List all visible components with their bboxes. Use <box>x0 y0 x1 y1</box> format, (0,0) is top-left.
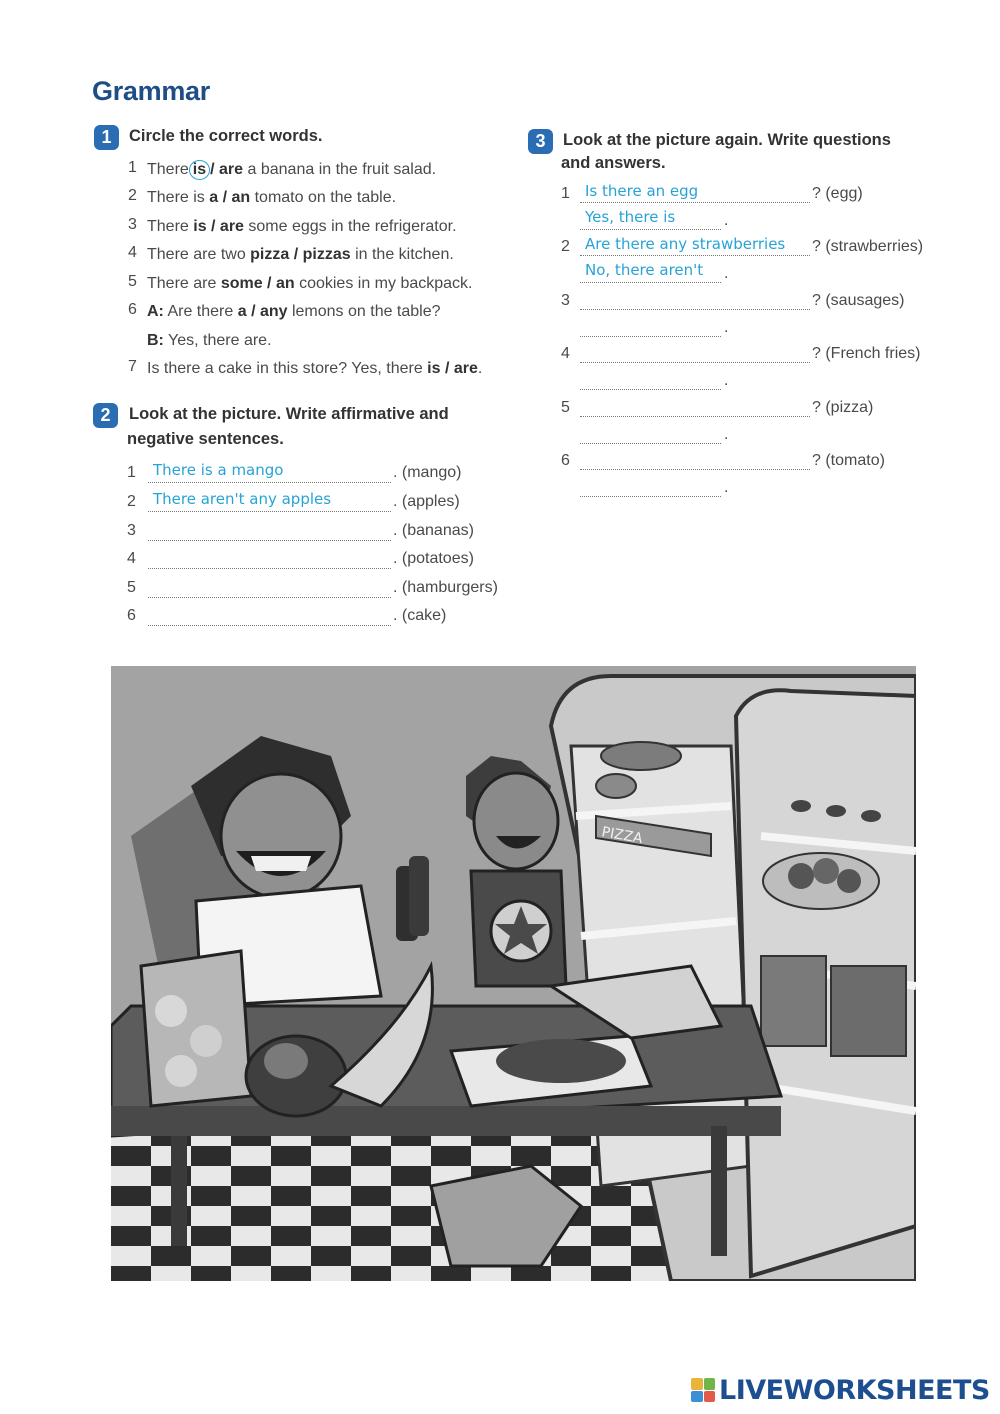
question-line <box>580 202 810 203</box>
exercise-1-item-number: 3 <box>128 216 137 233</box>
sentence-input[interactable]: There is a mango <box>153 461 284 479</box>
exercise-1-item-number: 5 <box>128 273 137 290</box>
short-answer-line <box>580 336 721 337</box>
liveworksheets-brand <box>691 1374 990 1406</box>
word-hint: ? (egg) <box>812 185 863 202</box>
short-answer-line <box>580 389 721 390</box>
short-answer-input[interactable]: Yes, there is <box>585 208 676 226</box>
exercise-1-item <box>147 358 482 380</box>
circled-answer[interactable]: is <box>189 160 210 180</box>
exercise-1-instruction: Circle the correct words. <box>129 127 323 145</box>
sentence-input[interactable] <box>153 519 389 540</box>
question-line <box>580 362 810 363</box>
exercise-3-instruction-line2: and answers. <box>561 154 666 172</box>
full-stop: . <box>724 426 729 443</box>
sentence-end: lemons on the table? <box>287 303 441 320</box>
question-input[interactable] <box>585 396 807 416</box>
sentence-end: tomato on the table. <box>250 189 397 206</box>
exercise-1-item <box>147 244 454 266</box>
question-input[interactable] <box>585 449 807 469</box>
word-hint: . (apples) <box>393 493 460 510</box>
brand-name: LIVEWORKSHEETS <box>719 1374 990 1406</box>
exercise-1-item-number: 6 <box>128 301 137 318</box>
sentence-start: Is there a cake in this store? Yes, there <box>147 360 428 377</box>
full-stop: . <box>724 372 729 389</box>
exercise-3-badge: 3 <box>528 129 553 154</box>
exercise-2-instruction-line1: Look at the picture. Write affirmative and <box>129 405 449 423</box>
exercise-2-item-number: 1 <box>127 464 136 481</box>
speaker-label: B: <box>147 332 164 349</box>
question-input[interactable]: Are there any strawberries <box>585 235 786 253</box>
short-answer-line <box>580 282 721 283</box>
sentence-end: some eggs in the refrigerator. <box>243 218 457 235</box>
exercise-1-item-number: 2 <box>128 187 137 204</box>
short-answer-input[interactable] <box>585 422 719 442</box>
sentence-input[interactable] <box>153 604 389 625</box>
exercise-1-item <box>147 216 457 238</box>
exercise-2-item-number: 5 <box>127 579 136 596</box>
exercise-2-instruction-line2: negative sentences. <box>127 430 284 448</box>
exercise-2-item-number: 2 <box>127 493 136 510</box>
answer-line <box>148 511 391 512</box>
short-answer-line <box>580 496 721 497</box>
sentence-start: There is <box>147 189 210 206</box>
word-hint: ? (strawberries) <box>812 238 924 255</box>
sentence-input[interactable] <box>153 576 389 597</box>
word-options[interactable]: a / any <box>237 303 288 320</box>
sentence-start: There are <box>147 275 221 292</box>
word-hint: . (potatoes) <box>393 550 474 567</box>
answer-line <box>148 540 391 541</box>
answer-line <box>148 482 391 483</box>
question-input[interactable] <box>585 289 807 309</box>
word-options[interactable]: some / an <box>220 275 295 292</box>
exercise-2-item-number: 6 <box>127 607 136 624</box>
word-hint: . (mango) <box>393 464 462 481</box>
exercise-1-item-number: 4 <box>128 244 137 261</box>
short-answer-line <box>580 229 721 230</box>
exercise-1-item <box>147 187 396 209</box>
liveworksheets-logo-icon <box>691 1378 715 1402</box>
exercise-2-badge: 2 <box>93 403 118 428</box>
exercise-1-item-number: 1 <box>128 159 137 176</box>
exercise-1-item <box>147 330 272 352</box>
short-answer-input[interactable] <box>585 315 719 335</box>
answer-line <box>148 568 391 569</box>
word-options[interactable]: is / are <box>427 360 478 377</box>
page-title: Grammar <box>92 76 210 106</box>
question-line <box>580 255 810 256</box>
sentence-start: Are there <box>163 303 238 320</box>
exercise-3-item-number: 6 <box>561 452 570 469</box>
full-stop: . <box>724 319 729 336</box>
sentence-end: in the kitchen. <box>350 246 454 263</box>
word-hint: . (bananas) <box>393 522 474 539</box>
exercise-1-item <box>147 159 436 181</box>
sentence-start: There are two <box>147 246 251 263</box>
exercise-2-item-number: 4 <box>127 550 136 567</box>
exercise-2-item-number: 3 <box>127 522 136 539</box>
exercise-1-badge: 1 <box>94 125 119 150</box>
word-hint: ? (pizza) <box>812 399 874 416</box>
exercise-3-item-number: 4 <box>561 345 570 362</box>
pizza-box-label: PIZZA <box>600 824 644 848</box>
sentence-end: a banana in the fruit salad. <box>243 161 437 178</box>
question-input[interactable]: Is there an egg <box>585 182 699 200</box>
exercise-1-item <box>147 301 441 323</box>
answer-line <box>148 597 391 598</box>
question-input[interactable] <box>585 342 807 362</box>
speaker-label: A: <box>147 303 164 320</box>
exercise-3-instruction-line1: Look at the picture again. Write questions <box>563 131 891 149</box>
sentence-start: There <box>147 161 189 178</box>
short-answer-input[interactable] <box>585 475 719 495</box>
word-hint: ? (French fries) <box>812 345 921 362</box>
word-hint: ? (tomato) <box>812 452 885 469</box>
question-line <box>580 416 810 417</box>
word-options[interactable]: a / an <box>209 189 251 206</box>
exercise-3-item-number: 1 <box>561 185 570 202</box>
word-option[interactable]: / are <box>210 161 244 178</box>
short-answer-line <box>580 443 721 444</box>
kitchen-illustration <box>111 666 916 1281</box>
word-hint: . (cake) <box>393 607 447 624</box>
answer-line <box>148 625 391 626</box>
exercise-1-item <box>147 273 472 295</box>
word-hint: . (hamburgers) <box>393 579 498 596</box>
full-stop: . <box>724 212 729 229</box>
sentence-start: There <box>147 218 194 235</box>
word-options[interactable]: pizza / pizzas <box>250 246 351 263</box>
exercise-3-item-number: 3 <box>561 292 570 309</box>
exercise-3-item-number: 5 <box>561 399 570 416</box>
full-stop: . <box>724 479 729 496</box>
sentence-end: . <box>477 360 483 377</box>
short-answer-input[interactable] <box>585 368 719 388</box>
sentence-input[interactable] <box>153 547 389 568</box>
question-line <box>580 469 810 470</box>
exercise-3-item-number: 2 <box>561 238 570 255</box>
word-hint: ? (sausages) <box>812 292 905 309</box>
sentence-end: cookies in my backpack. <box>294 275 473 292</box>
word-options[interactable]: is / are <box>193 218 244 235</box>
exercise-1-item-number: 7 <box>128 358 137 375</box>
short-answer-input[interactable]: No, there aren't <box>585 261 704 279</box>
sentence-input[interactable]: There aren't any apples <box>153 490 332 508</box>
question-line <box>580 309 810 310</box>
full-stop: . <box>724 265 729 282</box>
sentence-start: Yes, there are. <box>163 332 272 349</box>
